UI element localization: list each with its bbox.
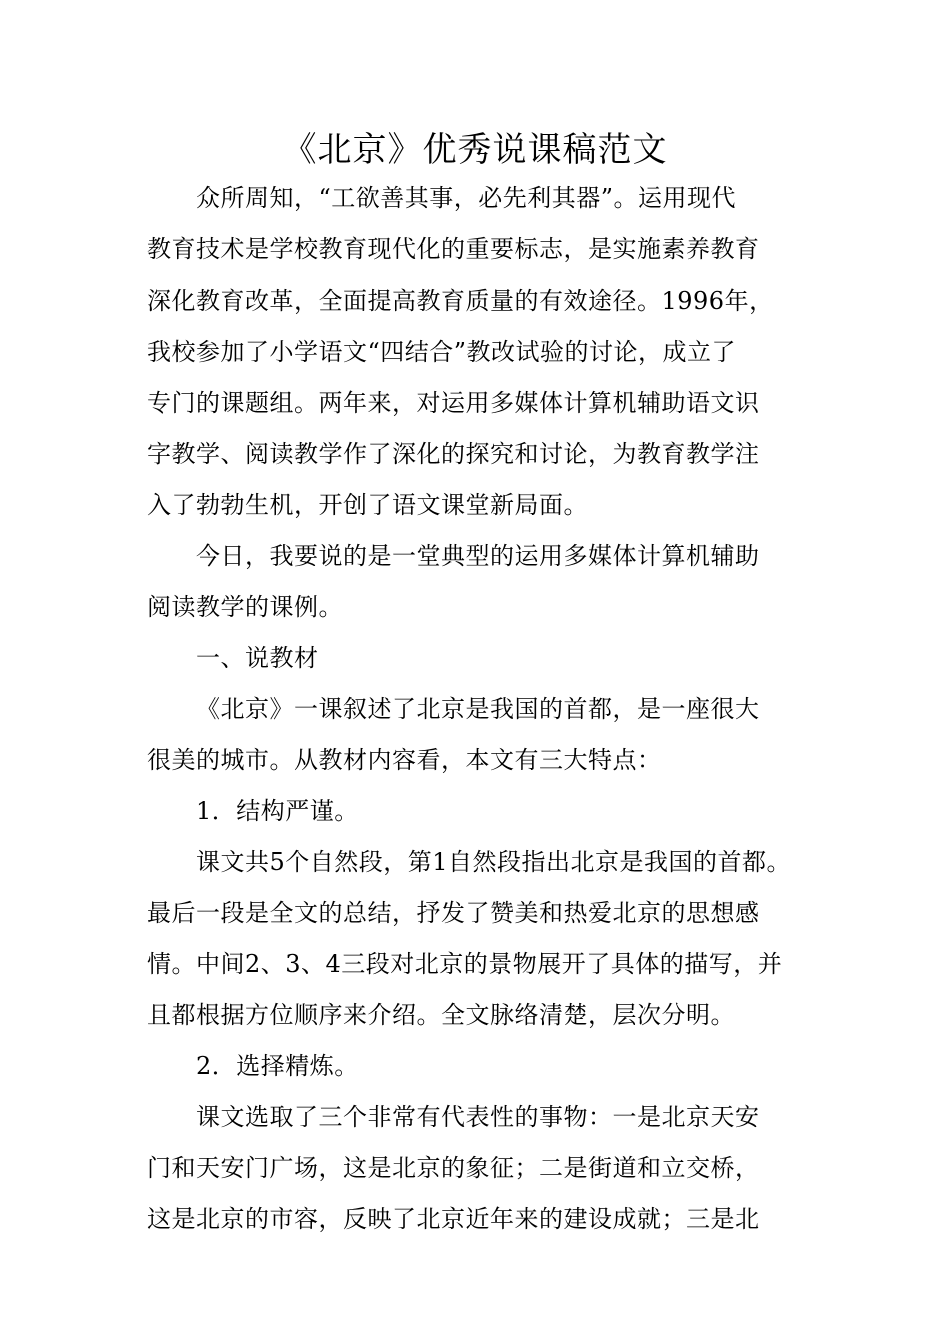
body-line: 阅读教学的课例。 bbox=[147, 593, 343, 621]
subsection-heading: 1．结构严谨。 bbox=[196, 797, 359, 825]
body-line: 且都根据方位顺序来介绍。全文脉络清楚，层次分明。 bbox=[147, 1001, 735, 1029]
body-line: 字教学、阅读教学作了深化的探究和讨论，为教育教学注 bbox=[147, 440, 760, 468]
section-heading: 一、说教材 bbox=[196, 644, 319, 672]
body-line: 情。中间2、3、4三段对北京的景物展开了具体的描写，并 bbox=[147, 950, 783, 978]
body-line: 深化教育改革，全面提高教育质量的有效途径。1996年， bbox=[147, 287, 774, 315]
body-line: 专门的课题组。两年来，对运用多媒体计算机辅助语文识 bbox=[147, 389, 760, 417]
document-title: 《北京》优秀说课稿范文 bbox=[282, 130, 668, 170]
subsection-heading: 2．选择精炼。 bbox=[196, 1052, 359, 1080]
body-line: 我校参加了小学语文“四结合”教改试验的讨论，成立了 bbox=[147, 338, 737, 366]
body-line: 众所周知，“工欲善其事，必先利其器”。运用现代 bbox=[196, 184, 737, 212]
body-line: 最后一段是全文的总结，抒发了赞美和热爱北京的思想感 bbox=[147, 899, 760, 927]
body-line: 入了勃勃生机，开创了语文课堂新局面。 bbox=[147, 491, 588, 519]
body-line: 教育技术是学校教育现代化的重要标志，是实施素养教育 bbox=[147, 235, 760, 263]
body-line: 今日，我要说的是一堂典型的运用多媒体计算机辅助 bbox=[196, 542, 760, 570]
body-line: 《北京》一课叙述了北京是我国的首都，是一座很大 bbox=[196, 695, 760, 723]
body-line: 课文共5个自然段，第1自然段指出北京是我国的首都。 bbox=[196, 848, 792, 876]
body-line: 门和天安门广场，这是北京的象征；二是街道和立交桥， bbox=[147, 1154, 760, 1182]
body-line: 这是北京的市容，反映了北京近年来的建设成就；三是北 bbox=[147, 1205, 760, 1233]
body-line: 很美的城市。从教材内容看，本文有三大特点： bbox=[147, 746, 662, 774]
body-line: 课文选取了三个非常有代表性的事物：一是北京天安 bbox=[196, 1103, 760, 1131]
